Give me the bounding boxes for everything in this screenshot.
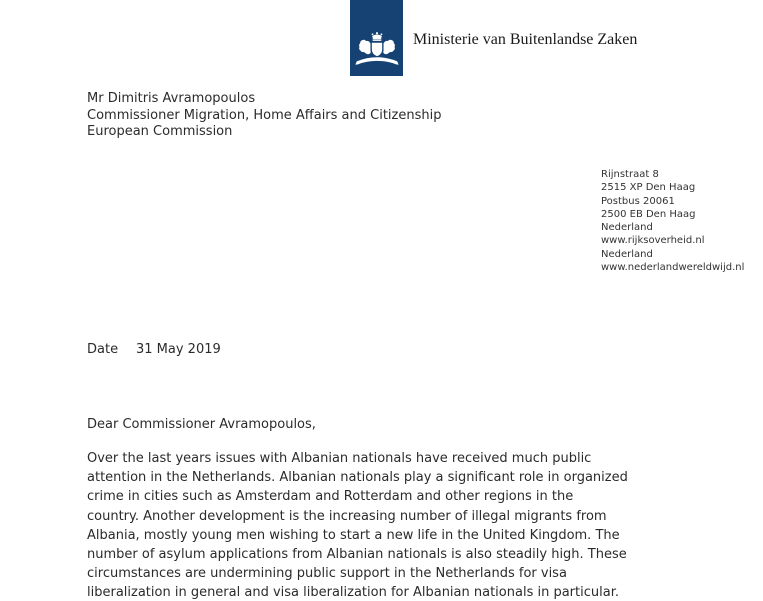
sender-postcode-visit: 2515 XP Den Haag [601,182,696,194]
body-line: number of asylum applications from Albanian nationals is also steadily high. These [87,547,627,563]
date-value: 31 May 2019 [136,342,221,357]
date-label: Date [87,342,119,357]
sender-country-2: Nederland [601,248,653,260]
ministry-title: Ministerie van Buitenlandse Zaken [413,31,638,48]
body-line: circumstances are undermining public support in the Netherlands for visa [87,566,567,582]
body-line: crime in cities such as Amsterdam and Rotterdam and other regions in the [87,489,574,505]
salutation: Dear Commissioner Avramopoulos, [87,417,316,432]
dutch-coat-of-arms-icon [355,31,399,71]
date-row [87,342,221,357]
body-line: Over the last years issues with Albanian nationals have received much public [87,451,592,466]
rijksoverheid-logo [350,0,403,76]
recipient-block [87,91,441,141]
body-line: Albania, mostly young men wishing to start a new life in the United Kingdom. The [87,527,620,543]
sender-postbus: Postbus 20061 [601,195,675,207]
sender-address-block [601,168,744,274]
sender-website-1: www.rijksoverheid.nl [601,235,705,247]
body-line: country. Another development is the increasing number of illegal migrants from [87,508,607,524]
recipient-role: Commissioner Migration, Home Affairs and Citizenship [87,107,442,123]
letter-body [87,449,627,601]
body-line: attention in the Netherlands. Albanian nationals play a significant role in organized [87,470,628,486]
sender-country-1: Nederland [601,222,653,234]
body-line: liberalization in general and visa liberalization for Albanian nationals in particular. [87,585,619,601]
sender-street: Rijnstraat 8 [601,169,659,180]
recipient-name: Mr Dimitris Avramopoulos [87,91,256,106]
sender-postcode-post: 2500 EB Den Haag [601,208,696,220]
recipient-organization: European Commission [87,124,233,139]
sender-website-2: www.nederlandwereldwijd.nl [601,262,745,274]
